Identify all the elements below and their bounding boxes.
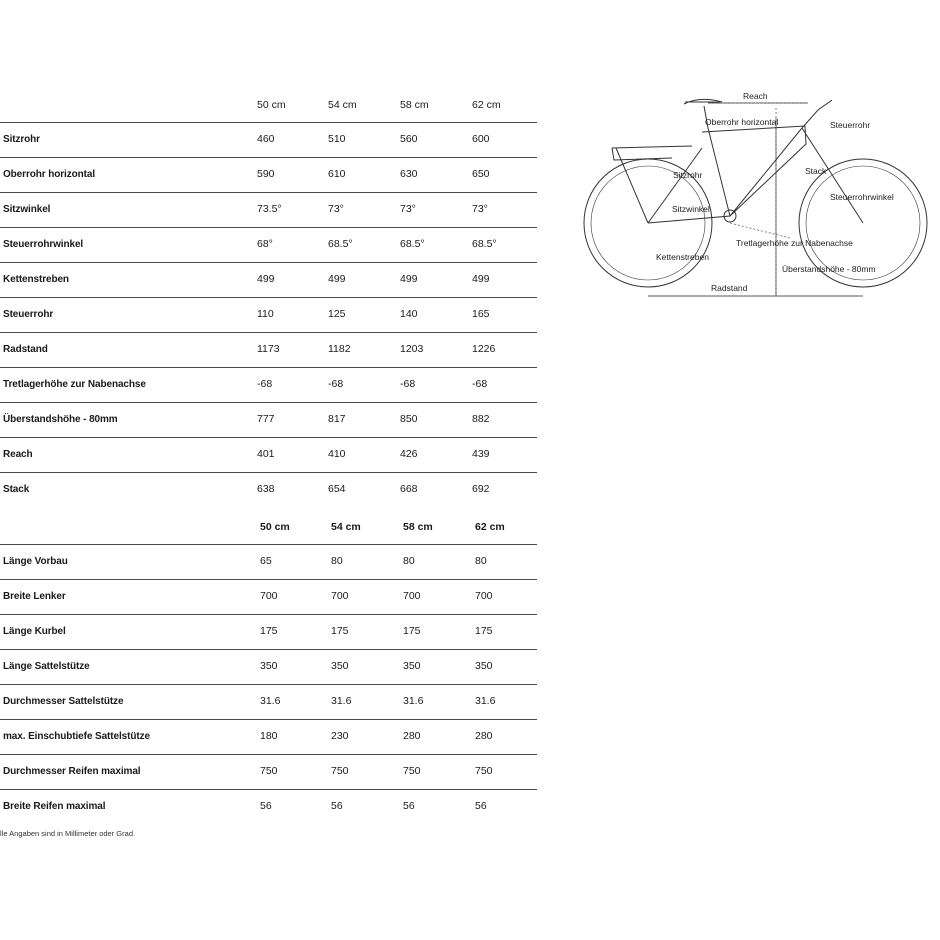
cell-value: 700 xyxy=(403,590,421,602)
cell-value: 668 xyxy=(400,483,418,495)
bike-geometry-diagram xyxy=(580,88,930,303)
table-row xyxy=(0,262,537,297)
cell-value: 175 xyxy=(260,625,278,637)
cell-value: 80 xyxy=(331,555,343,567)
component-table-header xyxy=(0,510,537,544)
cell-value: 777 xyxy=(257,413,275,425)
cell-value: 31.6 xyxy=(403,695,424,707)
cell-value: 439 xyxy=(472,448,490,460)
cell-value: 73.5° xyxy=(257,203,282,215)
cell-value: 692 xyxy=(472,483,490,495)
column-header: 50 cm xyxy=(260,521,290,533)
table-row xyxy=(0,754,537,789)
table-row xyxy=(0,649,537,684)
row-label: Radstand xyxy=(3,344,48,355)
cell-value: 1182 xyxy=(328,343,351,355)
cell-value: 230 xyxy=(331,730,349,742)
cell-value: 180 xyxy=(260,730,278,742)
cell-value: 73° xyxy=(472,203,488,215)
row-label: Länge Kurbel xyxy=(3,626,66,637)
cell-value: 630 xyxy=(400,168,418,180)
geometry-table xyxy=(0,88,537,507)
cell-value: 590 xyxy=(257,168,275,180)
row-label: Länge Vorbau xyxy=(3,556,68,567)
cell-value: 140 xyxy=(400,308,418,320)
table-row xyxy=(0,192,537,227)
cell-value: 1173 xyxy=(257,343,280,355)
cell-value: 56 xyxy=(331,800,343,812)
cell-value: 850 xyxy=(400,413,418,425)
table-row xyxy=(0,437,537,472)
cell-value: 499 xyxy=(472,273,490,285)
cell-value: 410 xyxy=(328,448,346,460)
cell-value: 499 xyxy=(400,273,418,285)
cell-value: 750 xyxy=(475,765,493,777)
row-label: Reach xyxy=(3,449,33,460)
cell-value: -68 xyxy=(400,378,416,390)
label-radstand: Radstand xyxy=(711,283,748,293)
cell-value: 80 xyxy=(403,555,415,567)
table-row xyxy=(0,719,537,754)
table-row xyxy=(0,684,537,719)
cell-value: 350 xyxy=(260,660,278,672)
row-label: Oberrohr horizontal xyxy=(3,169,95,180)
cell-value: 56 xyxy=(403,800,415,812)
footnote: lle Angaben sind in Millimeter oder Grad. xyxy=(0,829,136,838)
table-row xyxy=(0,122,537,157)
cell-value: 80 xyxy=(475,555,487,567)
cell-value: 31.6 xyxy=(260,695,281,707)
component-table xyxy=(0,510,537,824)
table-row xyxy=(0,472,537,507)
cell-value: 401 xyxy=(257,448,275,460)
table-row xyxy=(0,614,537,649)
cell-value: 1203 xyxy=(400,343,424,355)
table-row xyxy=(0,579,537,614)
cell-value: 750 xyxy=(260,765,278,777)
cell-value: -68 xyxy=(257,378,273,390)
label-steuerrohr: Steuerrohr xyxy=(830,120,871,130)
row-label: Sitzwinkel xyxy=(3,204,51,215)
label-kettenstreben: Kettenstreben xyxy=(656,252,709,262)
column-header: 54 cm xyxy=(331,521,361,533)
cell-value: 426 xyxy=(400,448,418,460)
cell-value: 110 xyxy=(257,308,274,320)
label-oberrohr: Oberrohr horizontal xyxy=(705,117,779,127)
cell-value: 700 xyxy=(475,590,493,602)
cell-value: 350 xyxy=(403,660,421,672)
row-label: Überstandshöhe - 80mm xyxy=(3,414,118,425)
cell-value: 65 xyxy=(260,555,272,567)
cell-value: 654 xyxy=(328,483,346,495)
row-label: Steuerrohr xyxy=(3,309,54,320)
table-row xyxy=(0,367,537,402)
cell-value: 175 xyxy=(475,625,493,637)
column-header: 50 cm xyxy=(257,99,286,111)
cell-value: 56 xyxy=(260,800,272,812)
cell-value: 882 xyxy=(472,413,490,425)
cell-value: 280 xyxy=(475,730,493,742)
row-label: Sitzrohr xyxy=(3,134,40,145)
cell-value: 650 xyxy=(472,168,490,180)
cell-value: 460 xyxy=(257,133,275,145)
cell-value: 165 xyxy=(472,308,490,320)
cell-value: 56 xyxy=(475,800,487,812)
label-ueberstand: Überstandshöhe - 80mm xyxy=(782,264,876,274)
geometry-table-header xyxy=(0,88,537,122)
label-reach: Reach xyxy=(743,91,768,101)
cell-value: 499 xyxy=(257,273,275,285)
column-header: 54 cm xyxy=(328,99,357,111)
column-header: 58 cm xyxy=(400,99,429,111)
table-row xyxy=(0,332,537,367)
cell-value: 68.5° xyxy=(328,238,353,250)
cell-value: 510 xyxy=(328,133,346,145)
cell-value: 750 xyxy=(331,765,349,777)
cell-value: 350 xyxy=(331,660,349,672)
cell-value: 175 xyxy=(403,625,421,637)
cell-value: 817 xyxy=(328,413,346,425)
cell-value: 600 xyxy=(472,133,490,145)
column-header: 62 cm xyxy=(472,99,501,111)
cell-value: 700 xyxy=(260,590,278,602)
cell-value: 68° xyxy=(257,238,273,250)
table-row xyxy=(0,227,537,262)
label-stack: Stack xyxy=(805,166,827,176)
row-label: Tretlagerhöhe zur Nabenachse xyxy=(3,379,146,390)
row-label: Kettenstreben xyxy=(3,274,69,285)
cell-value: -68 xyxy=(328,378,344,390)
table-row xyxy=(0,789,537,824)
table-row xyxy=(0,402,537,437)
cell-value: 610 xyxy=(328,168,346,180)
row-label: Stack xyxy=(3,484,30,495)
cell-value: 73° xyxy=(400,203,416,215)
cell-value: 175 xyxy=(331,625,349,637)
cell-value: 125 xyxy=(328,308,346,320)
cell-value: 31.6 xyxy=(475,695,496,707)
column-header: 58 cm xyxy=(403,521,433,533)
column-header: 62 cm xyxy=(475,521,505,533)
cell-value: 280 xyxy=(403,730,421,742)
cell-value: 1226 xyxy=(472,343,496,355)
row-label: Steuerrohrwinkel xyxy=(3,239,84,250)
cell-value: 750 xyxy=(403,765,421,777)
cell-value: 560 xyxy=(400,133,418,145)
row-label: max. Einschubtiefe Sattelstütze xyxy=(3,731,150,742)
label-sitzrohr: Sitzrohr xyxy=(673,170,703,180)
cell-value: 350 xyxy=(475,660,493,672)
row-label: Breite Reifen maximal xyxy=(3,801,106,812)
cell-value: 700 xyxy=(331,590,349,602)
row-label: Breite Lenker xyxy=(3,591,66,602)
cell-value: 73° xyxy=(328,203,344,215)
cell-value: 68.5° xyxy=(472,238,497,250)
row-label: Durchmesser Reifen maximal xyxy=(3,766,141,777)
cell-value: -68 xyxy=(472,378,488,390)
cell-value: 68.5° xyxy=(400,238,425,250)
table-row xyxy=(0,297,537,332)
row-label: Länge Sattelstütze xyxy=(3,661,90,672)
label-steuerrohrwinkel: Steuerrohrwinkel xyxy=(830,192,894,202)
row-label: Durchmesser Sattelstütze xyxy=(3,696,124,707)
cell-value: 31.6 xyxy=(331,695,352,707)
label-sitzwinkel: Sitzwinkel xyxy=(672,204,710,214)
label-tretlager: Tretlagerhöhe zur Nabenachse xyxy=(736,238,853,248)
cell-value: 499 xyxy=(328,273,346,285)
table-row xyxy=(0,157,537,192)
table-row xyxy=(0,544,537,579)
cell-value: 638 xyxy=(257,483,275,495)
